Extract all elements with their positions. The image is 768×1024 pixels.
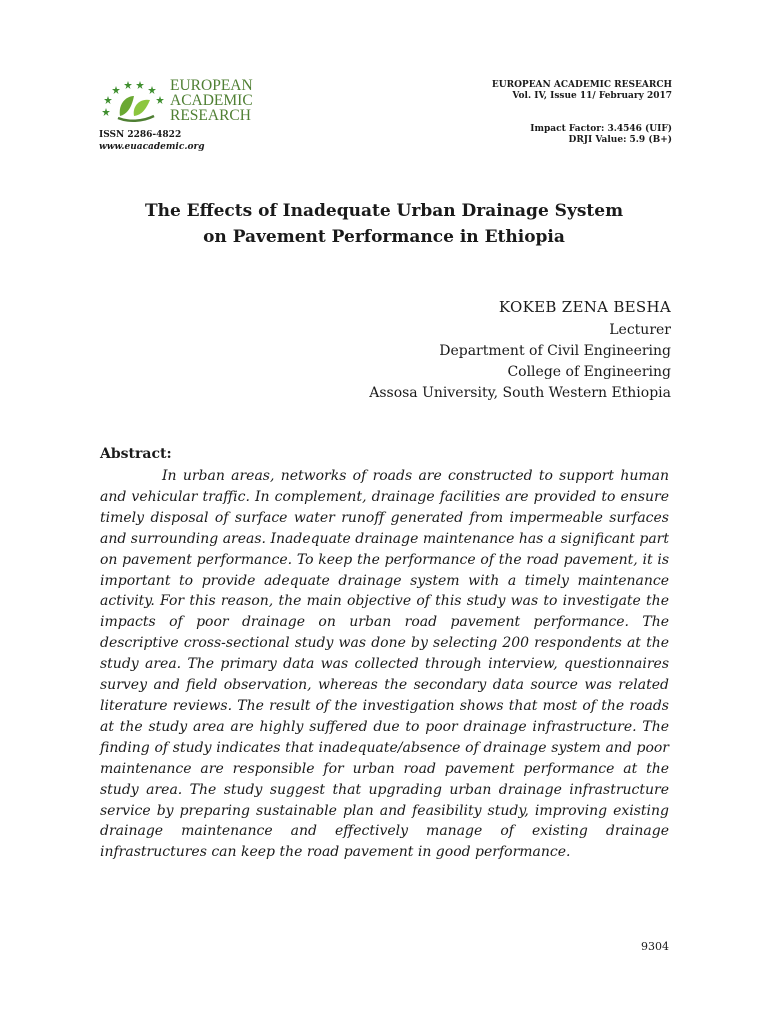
author-university: Assosa University, South Western Ethiopia xyxy=(369,385,671,401)
journal-info xyxy=(492,80,672,102)
logo-line: EUROPEAN xyxy=(170,77,253,94)
title-line: on Pavement Performance in Ethiopia xyxy=(203,227,565,247)
logo-line: RESEARCH xyxy=(170,107,251,124)
author-name: KOKEB ZENA BESHA xyxy=(498,298,671,316)
page-number: 9304 xyxy=(641,940,669,953)
logo-line: ACADEMIC xyxy=(170,92,253,109)
author-block xyxy=(369,297,671,404)
author-department: Department of Civil Engineering xyxy=(439,343,671,359)
leaf-stars-logo-icon xyxy=(98,78,168,128)
impact-factor: Impact Factor: 3.4546 (UIF) xyxy=(530,124,672,134)
author-position: Lecturer xyxy=(609,322,671,338)
volume-issue: Vol. IV, Issue 11/ February 2017 xyxy=(512,91,672,101)
drji-value: DRJI Value: 5.9 (B+) xyxy=(568,135,672,145)
abstract-heading: Abstract: xyxy=(100,446,172,462)
abstract-body: In urban areas, networks of roads are constructed to support human and vehicular traffic. In complement, drainage facilities are provided to ensure timely disposal of surface water runoff generated from impermeable surfaces and surrounding areas. Inadequate drainage maintenance has a significant part on pavement performance. To keep the performance of the road pavement, it is important to provide adequate drainage system with a timely maintenance activity. For this reason, the main objective of this study was to investigate the impacts of poor drainage on urban road pavement performance. The descriptive cross-sectional study was done by selecting 200 respondents at the study area. The primary data was collected through interview, questionnaires survey and field observation, whereas the secondary data source was related literature reviews. The result of the investigation shows that most of the roads at the study area are highly suffered due to poor drainage infrastructure. The finding of study indicates that inadequate/absence of drainage system and poor maintenance are responsible for urban road pavement performance at the study area. The study suggest that upgrading urban drainage infrastructure service by preparing sustainable plan and feasibility study, improving existing drainage maintenance and effectively manage of existing drainage infrastructures can keep the road pavement in good performance. xyxy=(100,468,669,861)
issn: ISSN 2286-4822 xyxy=(99,130,182,140)
impact-info xyxy=(530,124,672,146)
journal-name: EUROPEAN ACADEMIC RESEARCH xyxy=(491,80,672,90)
author-college: College of Engineering xyxy=(507,364,671,380)
logo-text xyxy=(170,78,253,123)
paper-title xyxy=(0,198,768,250)
title-line: The Effects of Inadequate Urban Drainage System xyxy=(144,201,624,221)
website-link[interactable]: www.euacademic.org xyxy=(99,142,205,152)
